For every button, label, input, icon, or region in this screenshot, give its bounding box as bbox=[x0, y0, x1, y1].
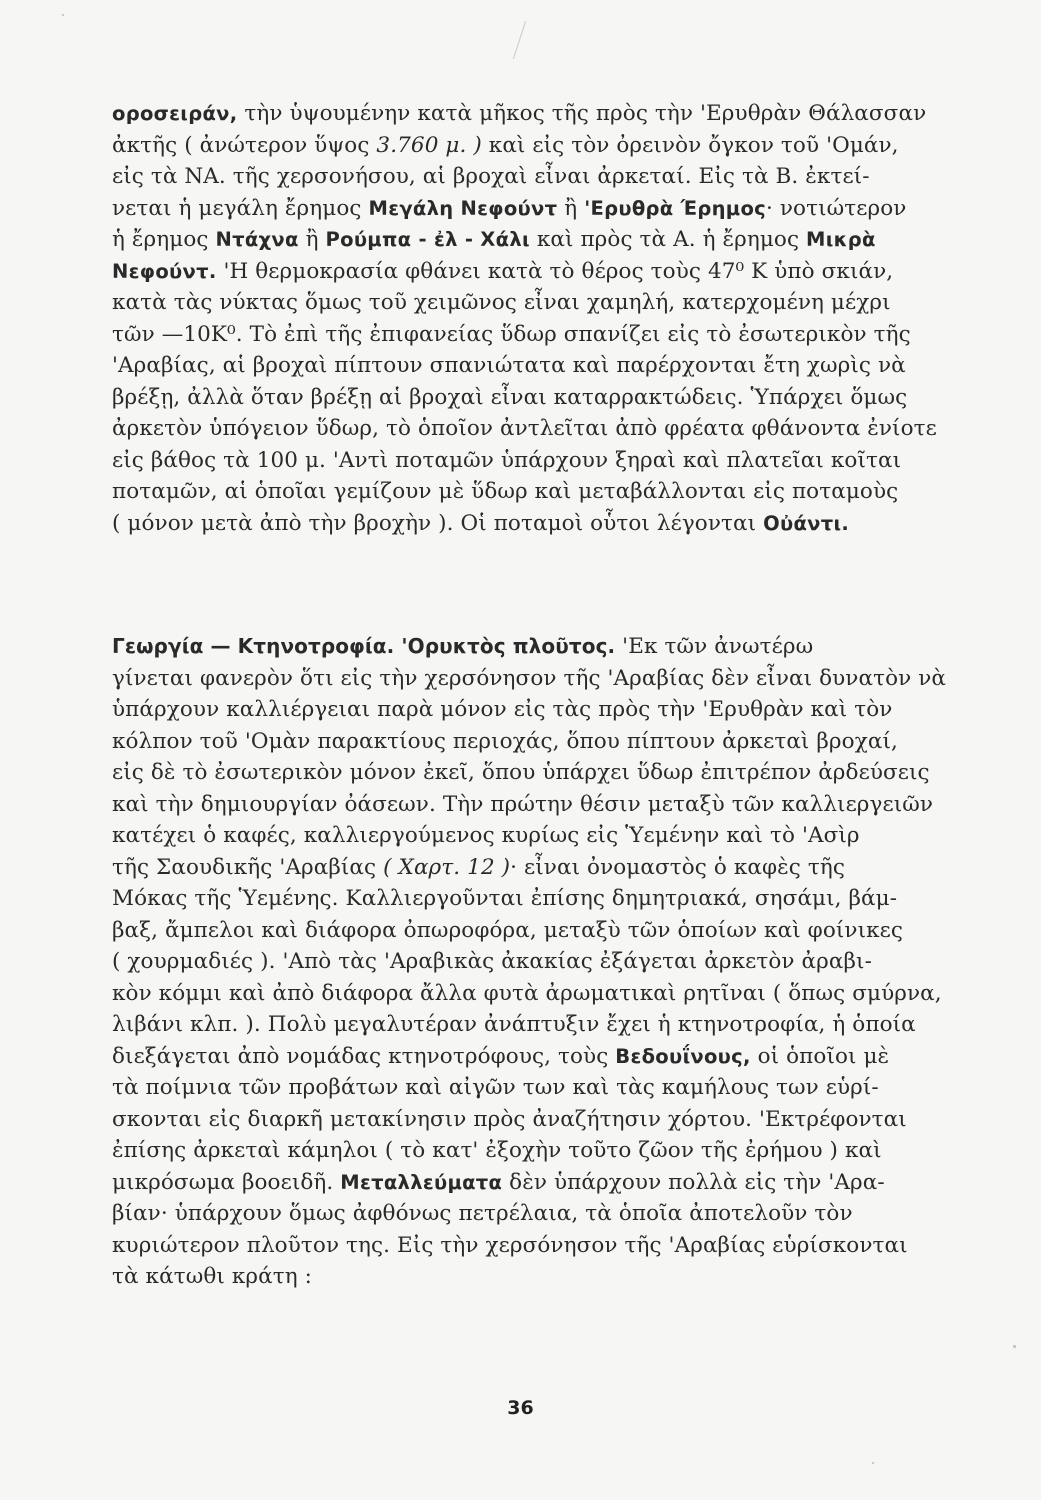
text-line bbox=[112, 694, 964, 726]
text-line bbox=[112, 508, 964, 540]
scan-speck bbox=[1013, 1345, 1016, 1348]
text-line bbox=[112, 193, 964, 225]
text-line bbox=[112, 1104, 964, 1136]
text-line bbox=[112, 413, 964, 445]
text-run: · εἶναι ὀνομαστὸς ὁ καφὲς τῆς bbox=[510, 854, 845, 880]
text-run: Μόκας τῆς Ὑεμένης. Καλλιεργοῦνται ἐπίσης δημητριακά, σησάμι, βάμ- bbox=[112, 886, 898, 911]
bold-term: Μεταλλεύματα bbox=[340, 1170, 503, 1194]
text-run: εἰς βάθος τὰ 100 μ. 'Αντὶ ποταμῶν ὑπάρχουν ξηραὶ καὶ πλατεῖαι κοῖται bbox=[112, 447, 902, 473]
text-run: γίνεται φανερὸν ὅτι εἰς τὴν χερσόνησον τῆς 'Αραβίας δὲν εἶναι δυνατὸν νὰ bbox=[112, 665, 947, 691]
page-number: 36 bbox=[507, 1397, 534, 1419]
text-run: δὲν ὑπάρχουν πολλὰ εἰς τὴν 'Αρα- bbox=[502, 1169, 885, 1195]
text-line bbox=[112, 476, 964, 508]
text-run: ποταμῶν, αἱ ὁποῖαι γεμίζουν μὲ ὕδωρ καὶ μεταβάλλονται εἰς ποταμοὺς bbox=[112, 479, 899, 504]
text-run: νεται ἡ μεγάλη ἔρημος bbox=[112, 195, 369, 221]
text-line bbox=[112, 946, 964, 978]
text-run: ἐπίσης ἀρκεταὶ κάμηλοι ( τὸ κατ' ἐξοχὴν τοῦτο ζῶον τῆς ἐρήμου ) καὶ bbox=[112, 1138, 882, 1163]
text-run: ( μόνον μετὰ ἀπὸ τὴν βροχὴν ). Οἱ ποταμοὶ οὗτοι λέγονται bbox=[112, 510, 764, 536]
text-line bbox=[112, 287, 964, 319]
text-run: ( Χαρτ. 12 ) bbox=[383, 854, 511, 880]
text-line bbox=[112, 726, 964, 758]
text-run: κὸν κόμμι καὶ ἀπὸ διάφορα ἄλλα φυτὰ ἀρωματικαὶ ρητῖναι ( ὅπως σμύρνα, bbox=[112, 980, 942, 1006]
text-line bbox=[112, 350, 964, 382]
text-line bbox=[112, 631, 964, 663]
text-run: κόλπον τοῦ 'Ομὰν παρακτίους περιοχάς, ὅπου πίπτουν ἀρκεταὶ βροχαί, bbox=[112, 728, 898, 754]
text-line bbox=[112, 1072, 964, 1104]
paragraph-agriculture-livestock-minerals bbox=[112, 631, 964, 1293]
text-run: 'Αραβίας, αἱ βροχαὶ πίπτουν σπανιώτατα καὶ παρέρχονται ἔτη χωρὶς νὰ bbox=[112, 353, 906, 378]
text-run: ( χουρμαδιές ). 'Απὸ τὰς 'Αραβικὰς ἀκακίας ἐξάγεται ἀρκετὸν ἀραβι- bbox=[112, 949, 872, 974]
text-run: κατέχει ὁ καφές, καλλιεργούμενος κυρίως εἰς Ὑεμένην καὶ τὸ 'Ασὶρ bbox=[112, 823, 860, 848]
scan-speck bbox=[62, 14, 64, 16]
text-run: ἀρκετὸν ὑπόγειον ὕδωρ, τὸ ὁποῖον ἀντλεῖται ἀπὸ φρέατα φθάνοντα ἐνίοτε bbox=[112, 416, 937, 441]
text-run: · νοτιώτερον bbox=[766, 195, 907, 221]
bold-term: Ρούμπα - ἐλ - Χάλι bbox=[325, 228, 530, 251]
bold-term: Ντάχνα bbox=[215, 228, 299, 251]
text-run: τὰ κάτωθι κράτη : bbox=[112, 1264, 312, 1289]
text-line bbox=[112, 663, 964, 695]
text-line bbox=[112, 130, 964, 162]
text-line bbox=[112, 1135, 964, 1167]
text-line bbox=[112, 382, 964, 414]
text-run: κατὰ τὰς νύκτας ὅμως τοῦ χειμῶνος εἶναι χαμηλή, κατερχομένη μέχρι bbox=[112, 290, 891, 315]
text-line bbox=[112, 1041, 964, 1073]
text-line bbox=[112, 1167, 964, 1199]
text-run: βρέξῃ, ἀλλὰ ὅταν βρέξῃ αἱ βροχαὶ εἶναι καταρρακτώδεις. Ὑπάρχει ὅμως bbox=[112, 384, 908, 410]
text-line bbox=[112, 224, 964, 256]
text-line bbox=[112, 978, 964, 1010]
bold-term: Βεδουΐνους, bbox=[615, 1044, 751, 1068]
text-run: σκονται εἰς διαρκῆ μετακίνησιν πρὸς ἀναζήτησιν χόρτου. 'Εκτρέφονται bbox=[112, 1106, 907, 1132]
text-run: ἢ bbox=[557, 195, 585, 221]
text-line bbox=[112, 161, 964, 193]
bold-term: Οὐάντι. bbox=[763, 511, 850, 535]
text-run: καὶ εἰς τὸν ὀρεινὸν ὄγκον τοῦ 'Ομάν, bbox=[481, 132, 899, 158]
bold-term: Μικρὰ bbox=[806, 228, 876, 251]
text-run: λιβάνι κλπ. ). Πολὺ μεγαλυτέραν ἀνάπτυξιν ἔχει ἡ κτηνοτροφία, ἡ ὁποία bbox=[112, 1012, 916, 1037]
text-run: τῆς Σαουδικῆς 'Αραβίας bbox=[112, 854, 384, 880]
text-run: καὶ τὴν δημιουργίαν ὀάσεων. Τὴν πρώτην θέσιν μεταξὺ τῶν καλλιεργειῶν bbox=[112, 791, 934, 817]
text-line bbox=[112, 852, 964, 884]
text-run: καὶ πρὸς τὰ Α. ἡ ἔρημος bbox=[529, 227, 807, 252]
text-line bbox=[112, 1198, 964, 1230]
text-line bbox=[112, 1261, 964, 1293]
text-run: διεξάγεται ἀπὸ νομάδας κτηνοτρόφους, τοὺς bbox=[112, 1043, 616, 1069]
text-run: 'Η θερμοκρασία φθάνει κατὰ τὸ θέρος τοὺς 47⁰ Κ ὑπὸ σκιάν, bbox=[216, 258, 894, 284]
text-line bbox=[112, 757, 964, 789]
text-line bbox=[112, 915, 964, 947]
bold-term: Νεφούντ. bbox=[112, 259, 217, 283]
bold-term: οροσειράν, bbox=[112, 102, 238, 125]
text-run: ἀκτῆς ( ἀνώτερον ὕψος bbox=[112, 132, 377, 158]
text-run: εἰς τὰ ΝΑ. τῆς χερσονήσου, αἱ βροχαὶ εἶναι ἀρκεταί. Εἰς τὰ Β. ἐκτεί- bbox=[112, 164, 870, 189]
text-run: 'Εκ τῶν ἀνωτέρω bbox=[615, 634, 814, 659]
text-run: οἱ ὁποῖοι μὲ bbox=[750, 1043, 890, 1069]
text-line bbox=[112, 319, 964, 351]
text-line bbox=[112, 883, 964, 915]
bold-term: Μεγάλη Νεφούντ bbox=[368, 196, 558, 220]
bold-term: 'Ερυθρὰ Έρημος bbox=[584, 196, 767, 220]
scan-speck bbox=[872, 1462, 874, 1464]
text-run: μικρόσωμα βοοειδῆ. bbox=[112, 1169, 341, 1195]
text-run: εἰς δὲ τὸ ἐσωτερικὸν μόνον ἐκεῖ, ὅπου ὑπάρχει ὕδωρ ἐπιτρέπον ἀρδεύσεις bbox=[112, 760, 930, 785]
text-run: κυριώτερον πλοῦτον της. Εἰς τὴν χερσόνησον τῆς 'Αραβίας εὑρίσκονται bbox=[112, 1232, 908, 1258]
text-run: τῶν —10Κ⁰. Τὸ ἐπὶ τῆς ἐπιφανείας ὕδωρ σπανίζει εἰς τὸ ἐσωτερικὸν τῆς bbox=[112, 321, 911, 347]
text-line bbox=[112, 789, 964, 821]
text-line bbox=[112, 1230, 964, 1262]
text-run: ὑπάρχουν καλλιέργειαι παρὰ μόνον εἰς τὰς πρὸς τὴν 'Ερυθρὰν καὶ τὸν bbox=[112, 697, 893, 722]
text-run: 3.760 μ. ) bbox=[376, 132, 482, 158]
paragraph-arabia-climate bbox=[112, 98, 964, 539]
text-line bbox=[112, 256, 964, 288]
scan-speck bbox=[513, 21, 526, 59]
text-run: ἢ bbox=[298, 227, 326, 252]
text-run: ἡ ἔρημος bbox=[112, 227, 216, 252]
text-line bbox=[112, 820, 964, 852]
text-run: τὰ ποίμνια τῶν προβάτων καὶ αἰγῶν των καὶ τὰς καμήλους των εὑρί- bbox=[112, 1075, 879, 1100]
text-line bbox=[112, 98, 964, 130]
text-line bbox=[112, 445, 964, 477]
text-run: βαξ, ἄμπελοι καὶ διάφορα ὀπωροφόρα, μεταξὺ τῶν ὁποίων καὶ φοίνικες bbox=[112, 917, 904, 943]
text-run: τὴν ὑψουμένην κατὰ μῆκος τῆς πρὸς τὴν 'Ερυθρὰν Θάλασσαν bbox=[237, 101, 927, 126]
section-heading: Γεωργία — Κτηνοτροφία. 'Ορυκτὸς πλοῦτος. bbox=[112, 634, 616, 658]
text-line bbox=[112, 1009, 964, 1041]
text-run: βίαν· ὑπάρχουν ὅμως ἀφθόνως πετρέλαια, τὰ ὁποῖα ἀποτελοῦν τὸν bbox=[112, 1201, 853, 1226]
